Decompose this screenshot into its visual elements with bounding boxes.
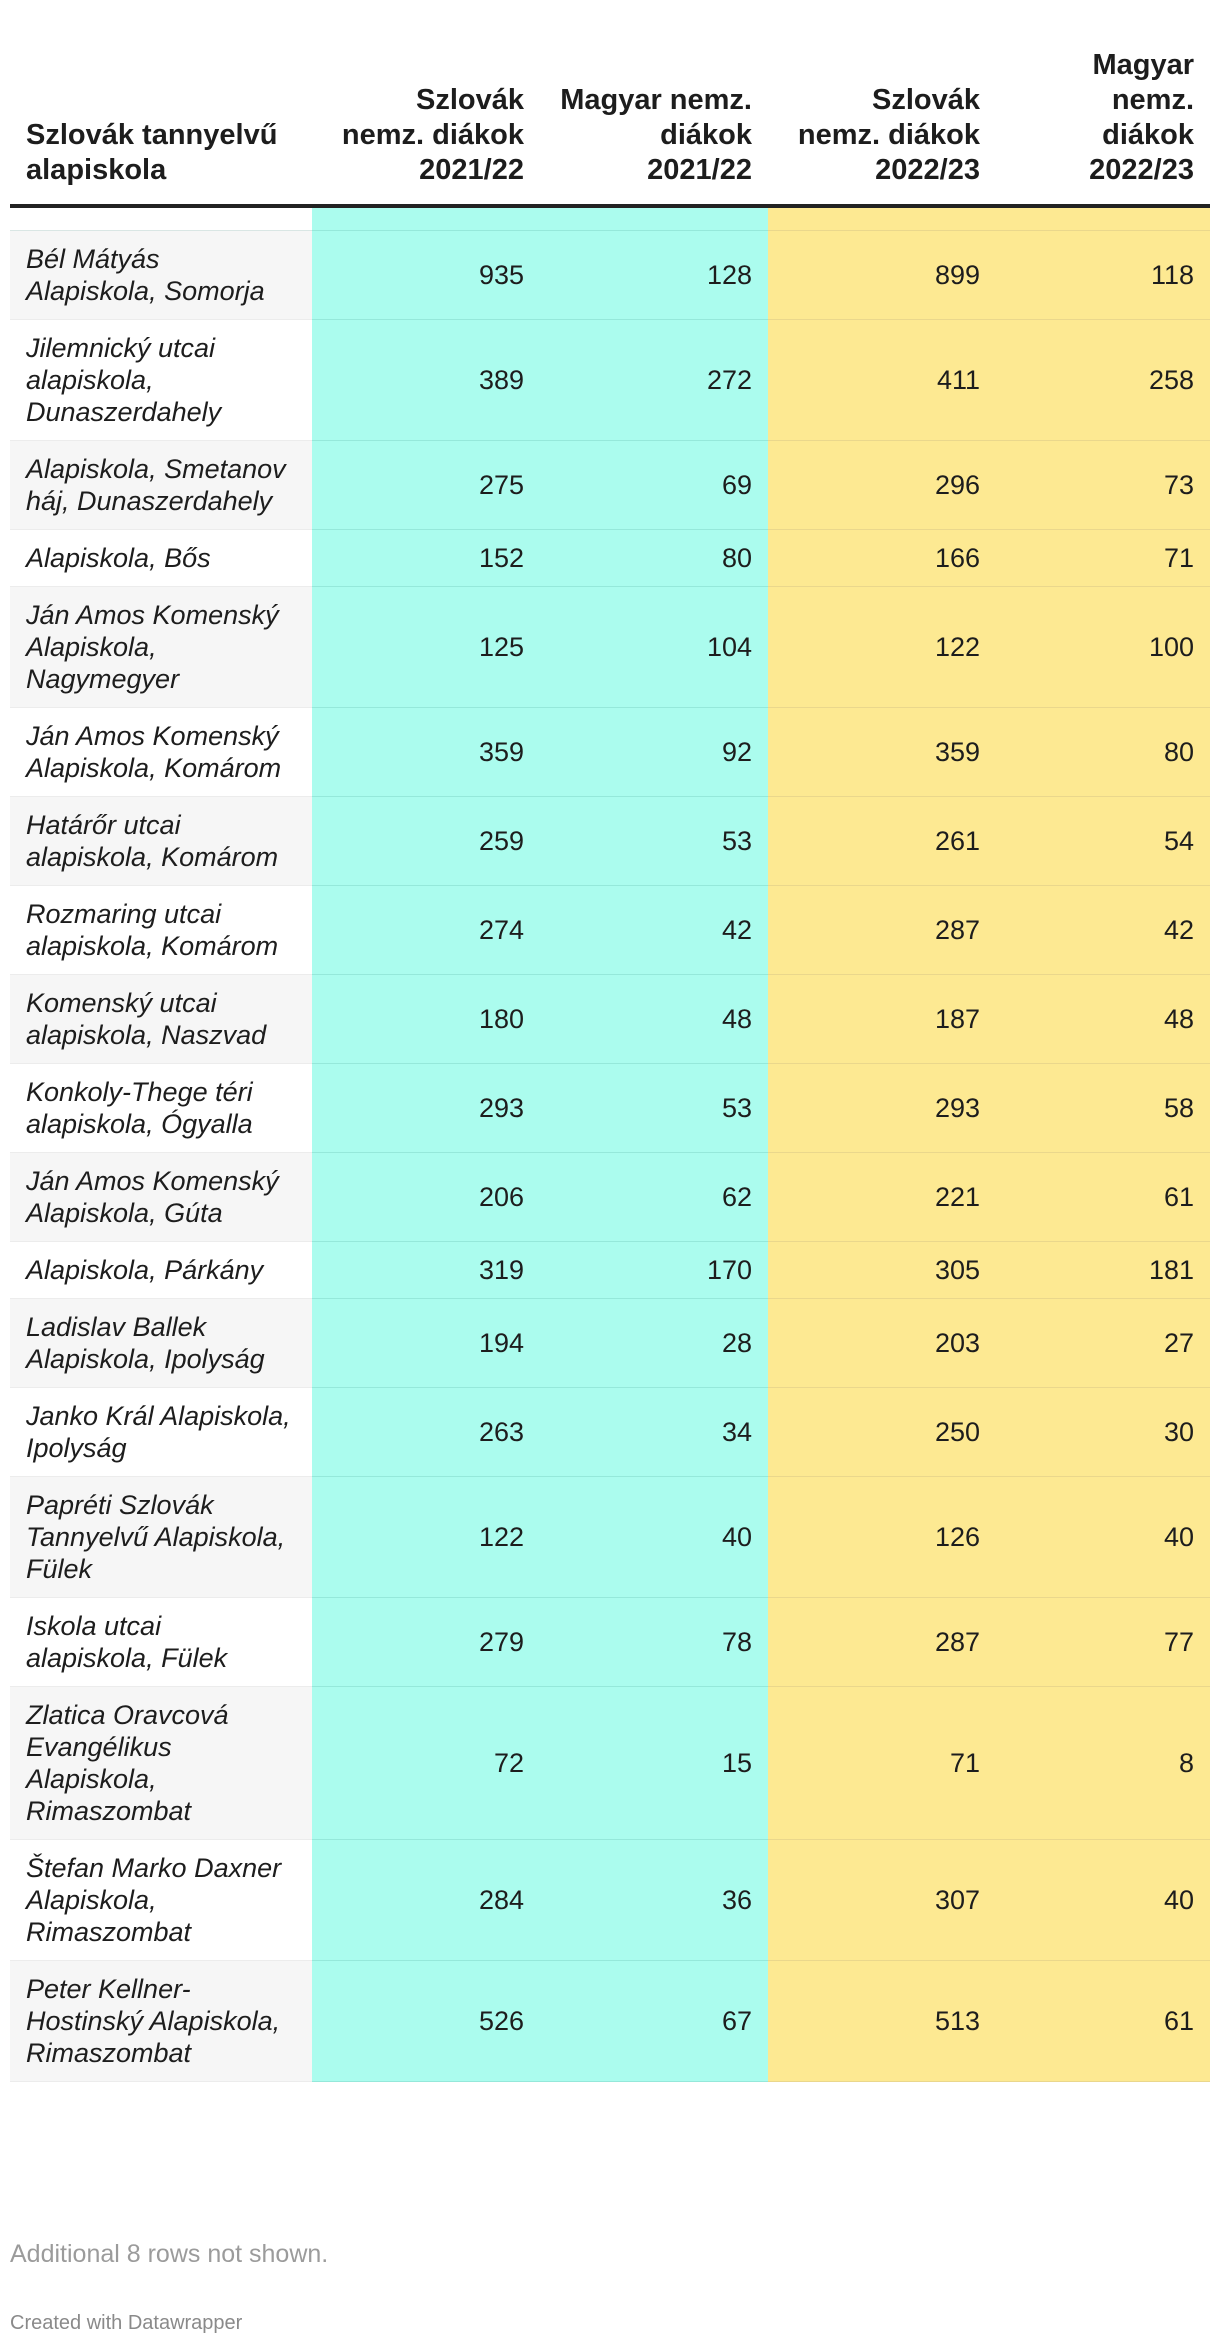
table-row (10, 441, 1210, 530)
value-cell-slovak-2022: 287 (768, 1598, 996, 1687)
value-cell-hungarian-2022: 8 (996, 1687, 1210, 1840)
rows-not-shown-note: Additional 8 rows not shown. (10, 2240, 329, 2268)
value-cell-slovak-2021: 125 (312, 587, 540, 708)
table-row (10, 1687, 1210, 1840)
table-row (10, 1477, 1210, 1598)
value-cell-hungarian-2021: 92 (540, 708, 768, 797)
school-name-cell: Ján Amos Komenský Alapiskola, Komárom (10, 708, 312, 797)
school-name-cell: Zlatica Oravcová Evangélikus Alapiskola, Rimaszombat (10, 1687, 312, 1840)
value-cell-hungarian-2021: 15 (540, 1687, 768, 1840)
value-cell-slovak-2021: 259 (312, 797, 540, 886)
value-cell-slovak-2022: 305 (768, 1242, 996, 1299)
column-header-hungarian-2022[interactable]: Magyar nemz. diákok 2022/23 (996, 0, 1210, 206)
value-cell-hungarian-2021: 48 (540, 975, 768, 1064)
school-name-cell: Rozmaring utcai alapiskola, Komárom (10, 886, 312, 975)
school-name-cell: Konkoly-Thege téri alapiskola, Ógyalla (10, 1064, 312, 1153)
value-cell-slovak-2022: 899 (768, 231, 996, 320)
value-cell-slovak-2022: 122 (768, 587, 996, 708)
school-name-cell: Ján Amos Komenský Alapiskola, Nagymegyer (10, 587, 312, 708)
school-name-cell: Peter Kellner-Hostinský Alapiskola, Rimaszombat (10, 1961, 312, 2082)
value-cell-hungarian-2022: 118 (996, 231, 1210, 320)
school-name-cell: Komenský utcai alapiskola, Naszvad (10, 975, 312, 1064)
table-row (10, 530, 1210, 587)
value-cell-slovak-2022: 296 (768, 441, 996, 530)
value-cell-slovak-2022: 293 (768, 1064, 996, 1153)
header-row (10, 0, 1210, 206)
table-row (10, 1153, 1210, 1242)
value-cell-slovak-2022: 71 (768, 1687, 996, 1840)
table-row (10, 1840, 1210, 1961)
table-row (10, 1598, 1210, 1687)
value-cell-slovak-2021: 526 (312, 1961, 540, 2082)
value-cell-slovak-2021: 935 (312, 231, 540, 320)
table-row (10, 1388, 1210, 1477)
school-name-cell: Papréti Szlovák Tannyelvű Alapiskola, Fülek (10, 1477, 312, 1598)
school-name-cell: Janko Král Alapiskola, Ipolyság (10, 1388, 312, 1477)
column-header-slovak-2022[interactable]: Szlovák nemz. diákok 2022/23 (768, 0, 996, 206)
table-row (10, 975, 1210, 1064)
value-cell-hungarian-2021: 36 (540, 1840, 768, 1961)
table-row (10, 1242, 1210, 1299)
school-name-cell: Iskola utcai alapiskola, Fülek (10, 1598, 312, 1687)
school-name-cell: Bél Mátyás Alapiskola, Somorja (10, 231, 312, 320)
value-cell-hungarian-2022: 61 (996, 1961, 1210, 2082)
value-cell-slovak-2021: 194 (312, 1299, 540, 1388)
table-row (10, 231, 1210, 320)
table-row (10, 1961, 1210, 2082)
table-row (10, 708, 1210, 797)
table-body (10, 206, 1210, 2082)
table-row (10, 587, 1210, 708)
value-cell-slovak-2021: 180 (312, 975, 540, 1064)
value-cell-hungarian-2021: 272 (540, 320, 768, 441)
value-cell-slovak-2021: 263 (312, 1388, 540, 1477)
school-name-cell: Ján Amos Komenský Alapiskola, Gúta (10, 1153, 312, 1242)
value-cell-hungarian-2021: 69 (540, 441, 768, 530)
value-cell-slovak-2021: 72 (312, 1687, 540, 1840)
value-cell-hungarian-2022: 181 (996, 1242, 1210, 1299)
value-cell-slovak-2022: 287 (768, 886, 996, 975)
value-cell-hungarian-2021: 53 (540, 797, 768, 886)
value-cell-hungarian-2021: 28 (540, 1299, 768, 1388)
value-cell-hungarian-2021: 170 (540, 1242, 768, 1299)
table-row (10, 320, 1210, 441)
value-cell-slovak-2021: 152 (312, 530, 540, 587)
value-cell-hungarian-2022: 48 (996, 975, 1210, 1064)
value-cell-slovak-2022: 126 (768, 1477, 996, 1598)
table-row (10, 1299, 1210, 1388)
value-cell-slovak-2022: 307 (768, 1840, 996, 1961)
value-cell-slovak-2021: 293 (312, 1064, 540, 1153)
spacer-cell (540, 206, 768, 231)
value-cell-hungarian-2022: 71 (996, 530, 1210, 587)
table-row (10, 797, 1210, 886)
spacer-cell (768, 206, 996, 231)
value-cell-hungarian-2021: 104 (540, 587, 768, 708)
value-cell-hungarian-2022: 73 (996, 441, 1210, 530)
value-cell-hungarian-2021: 80 (540, 530, 768, 587)
value-cell-hungarian-2022: 80 (996, 708, 1210, 797)
value-cell-hungarian-2022: 40 (996, 1477, 1210, 1598)
value-cell-slovak-2021: 359 (312, 708, 540, 797)
value-cell-slovak-2022: 261 (768, 797, 996, 886)
school-name-cell: Alapiskola, Bős (10, 530, 312, 587)
column-header-school[interactable]: Szlovák tannyelvű alapiskola (10, 0, 312, 206)
value-cell-hungarian-2021: 128 (540, 231, 768, 320)
column-header-slovak-2021[interactable]: Szlovák nemz. diákok 2021/22 (312, 0, 540, 206)
value-cell-slovak-2021: 206 (312, 1153, 540, 1242)
school-name-cell: Határőr utcai alapiskola, Komárom (10, 797, 312, 886)
value-cell-slovak-2022: 513 (768, 1961, 996, 2082)
table-row (10, 1064, 1210, 1153)
school-name-cell: Alapiskola, Smetanov háj, Dunaszerdahely (10, 441, 312, 530)
value-cell-hungarian-2022: 100 (996, 587, 1210, 708)
value-cell-slovak-2022: 359 (768, 708, 996, 797)
data-table (10, 0, 1210, 2082)
datawrapper-credit[interactable]: Created with Datawrapper (10, 2312, 243, 2334)
value-cell-hungarian-2021: 53 (540, 1064, 768, 1153)
school-name-cell: Štefan Marko Daxner Alapiskola, Rimaszombat (10, 1840, 312, 1961)
value-cell-hungarian-2021: 42 (540, 886, 768, 975)
value-cell-slovak-2022: 250 (768, 1388, 996, 1477)
value-cell-slovak-2021: 122 (312, 1477, 540, 1598)
value-cell-slovak-2021: 274 (312, 886, 540, 975)
value-cell-slovak-2022: 187 (768, 975, 996, 1064)
value-cell-slovak-2022: 221 (768, 1153, 996, 1242)
school-name-cell: Jilemnický utcai alapiskola, Dunaszerdahely (10, 320, 312, 441)
school-name-cell: Ladislav Ballek Alapiskola, Ipolyság (10, 1299, 312, 1388)
table-container (10, 0, 1210, 2082)
value-cell-hungarian-2021: 62 (540, 1153, 768, 1242)
value-cell-hungarian-2022: 258 (996, 320, 1210, 441)
table-row (10, 886, 1210, 975)
value-cell-slovak-2021: 275 (312, 441, 540, 530)
value-cell-hungarian-2022: 40 (996, 1840, 1210, 1961)
value-cell-slovak-2021: 284 (312, 1840, 540, 1961)
spacer-cell (996, 206, 1210, 231)
value-cell-hungarian-2021: 40 (540, 1477, 768, 1598)
value-cell-hungarian-2022: 27 (996, 1299, 1210, 1388)
value-cell-hungarian-2021: 34 (540, 1388, 768, 1477)
value-cell-slovak-2021: 389 (312, 320, 540, 441)
value-cell-hungarian-2022: 30 (996, 1388, 1210, 1477)
school-name-cell: Alapiskola, Párkány (10, 1242, 312, 1299)
value-cell-hungarian-2022: 77 (996, 1598, 1210, 1687)
table-spacer-row (10, 206, 1210, 231)
value-cell-slovak-2022: 166 (768, 530, 996, 587)
value-cell-slovak-2022: 411 (768, 320, 996, 441)
value-cell-hungarian-2021: 78 (540, 1598, 768, 1687)
value-cell-hungarian-2022: 61 (996, 1153, 1210, 1242)
value-cell-slovak-2021: 279 (312, 1598, 540, 1687)
column-header-hungarian-2021[interactable]: Magyar nemz. diákok 2021/22 (540, 0, 768, 206)
value-cell-hungarian-2022: 42 (996, 886, 1210, 975)
value-cell-slovak-2022: 203 (768, 1299, 996, 1388)
value-cell-hungarian-2021: 67 (540, 1961, 768, 2082)
spacer-cell (312, 206, 540, 231)
value-cell-hungarian-2022: 58 (996, 1064, 1210, 1153)
value-cell-hungarian-2022: 54 (996, 797, 1210, 886)
value-cell-slovak-2021: 319 (312, 1242, 540, 1299)
spacer-cell (10, 206, 312, 231)
